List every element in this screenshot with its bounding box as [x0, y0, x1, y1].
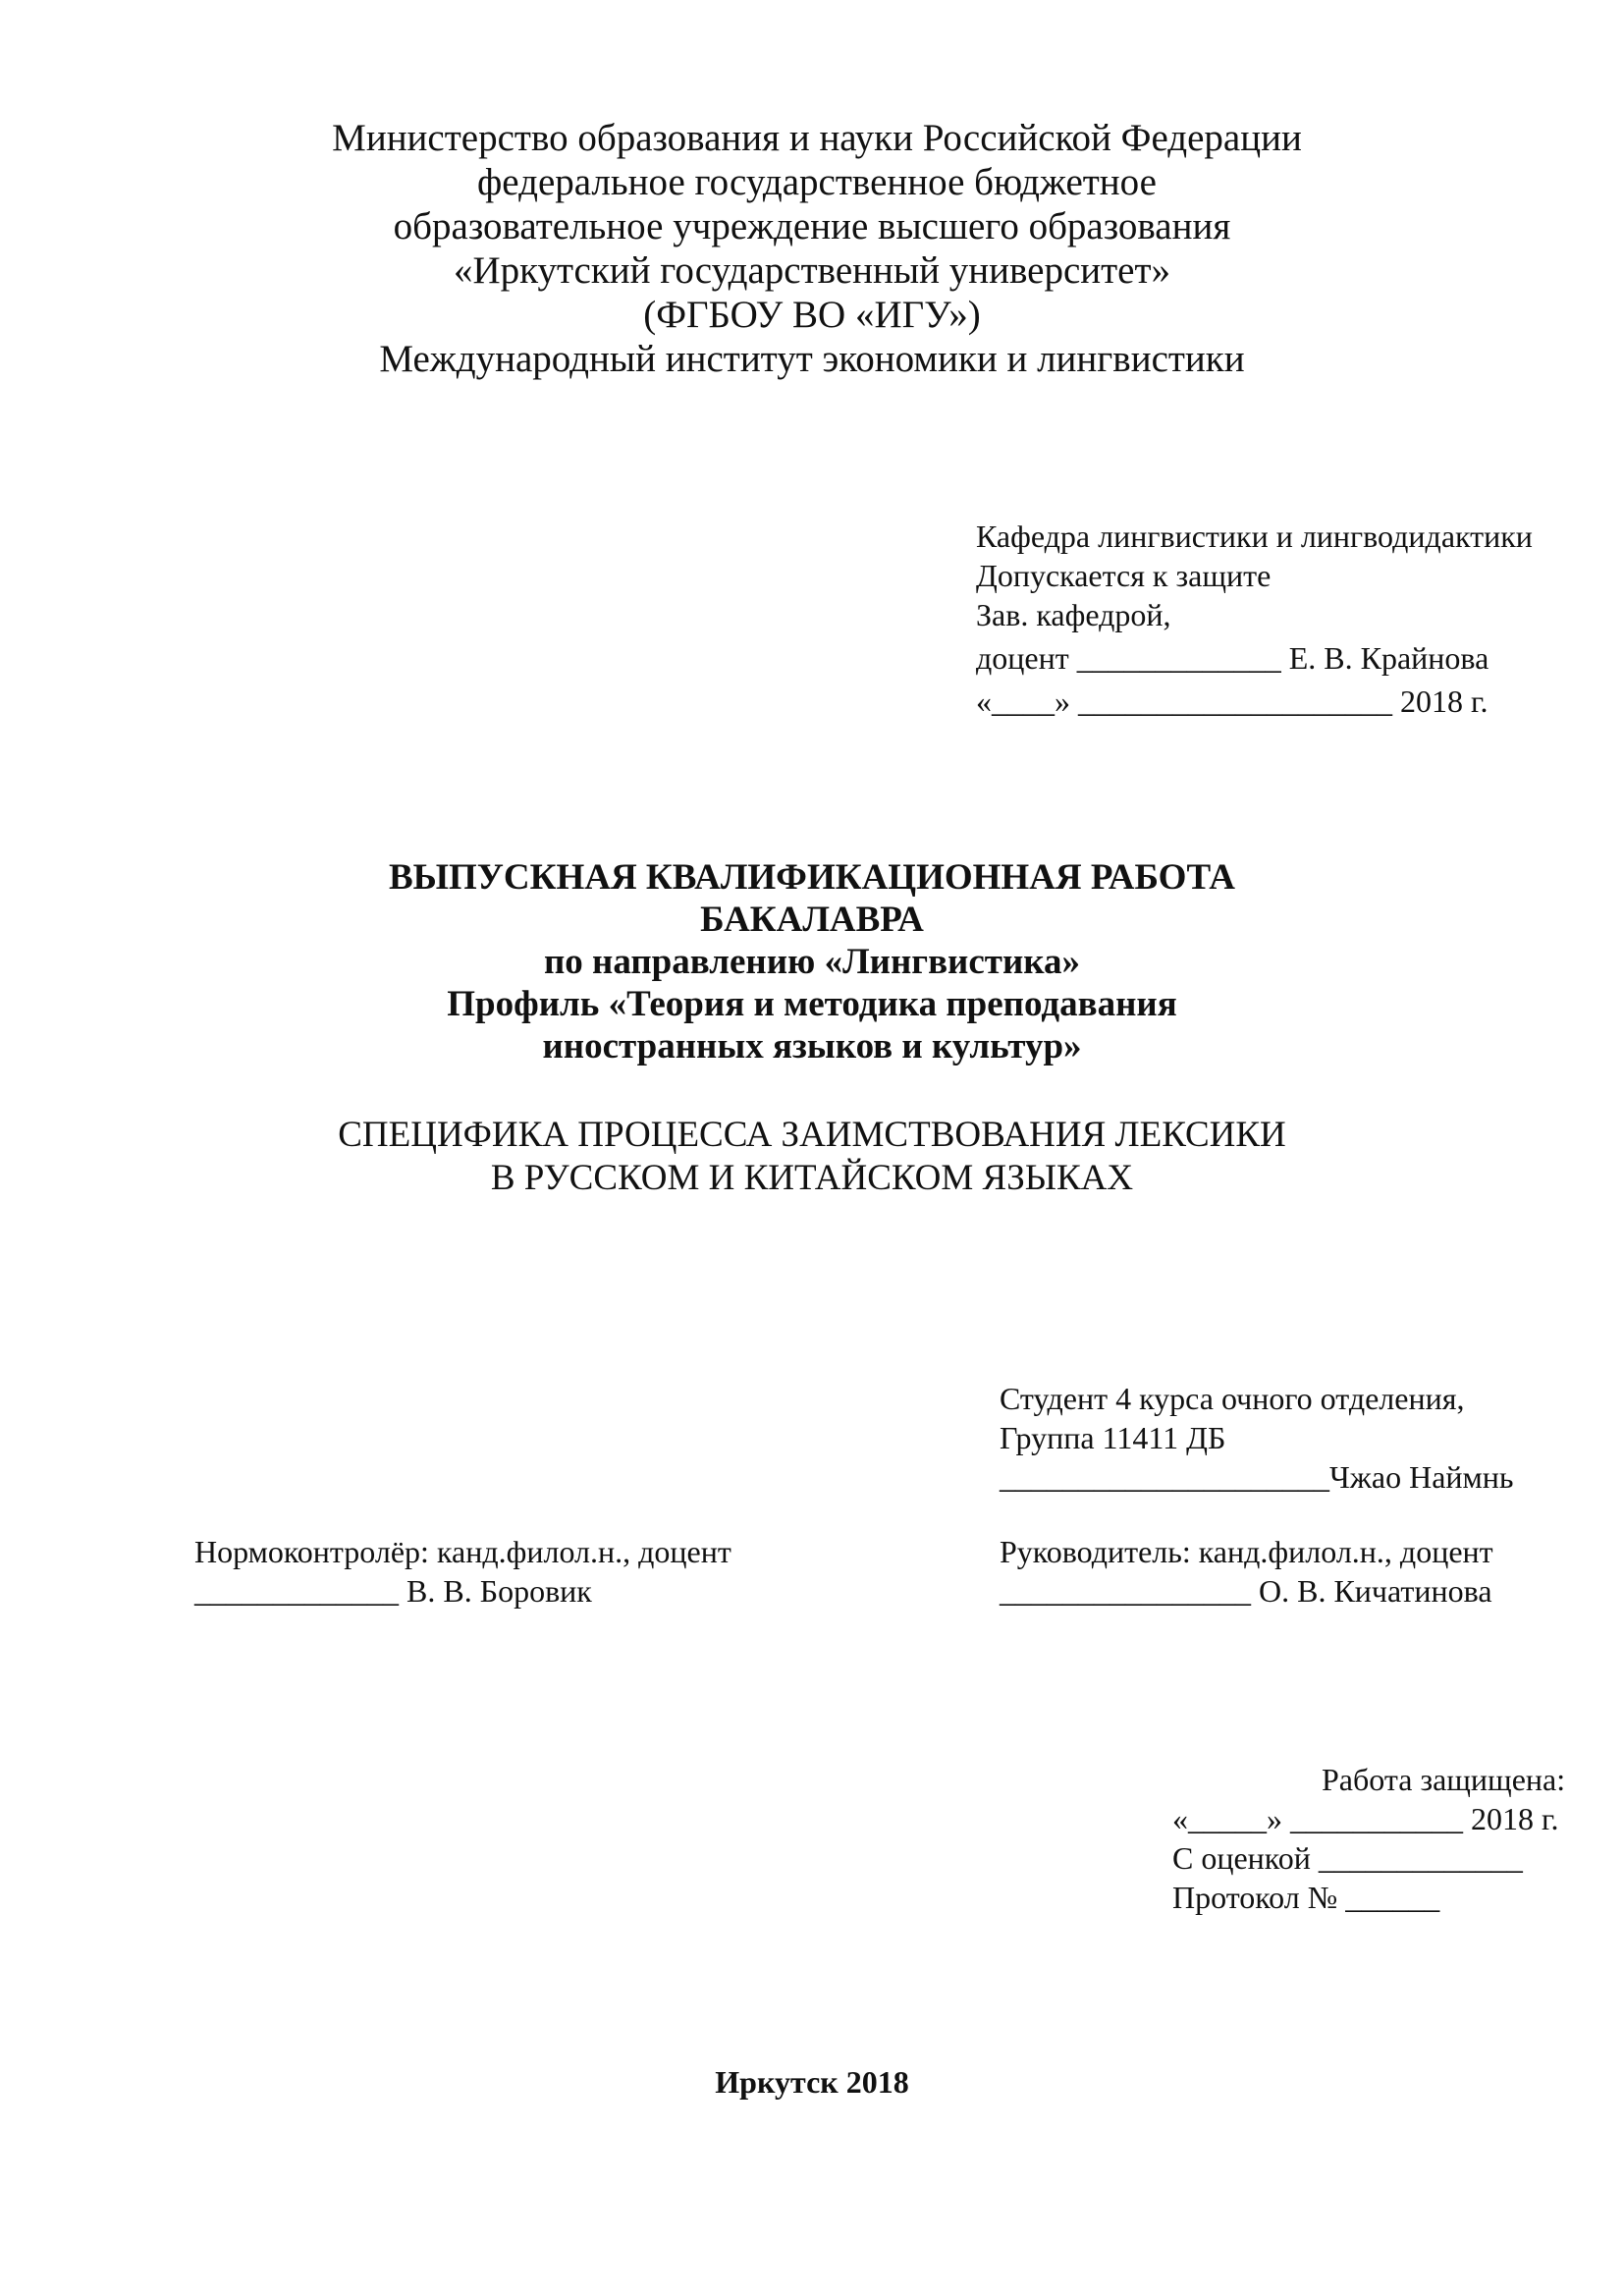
- department-name: Кафедра лингвистики и лингводидактики: [976, 519, 1533, 554]
- profile-line: Профиль «Теория и методика преподавания: [447, 984, 1177, 1024]
- city-year-footer: [0, 2062, 1624, 2102]
- head-of-department-signature: доцент _____________ Е. В. Крайнова: [976, 640, 1489, 676]
- student-course: Студент 4 курса очного отделения,: [1000, 1381, 1465, 1416]
- defended-label: Работа защищена:: [1322, 1762, 1566, 1797]
- defense-date-line: «_____» ___________ 2018 г.: [1172, 1801, 1559, 1836]
- work-type-block: [0, 856, 1624, 1067]
- institution-education-line: образовательное учреждение высшего образования: [393, 205, 1231, 247]
- institute-line: Международный институт экономики и лингвистики: [379, 338, 1245, 380]
- direction-line: по направлению «Лингвистика»: [543, 942, 1081, 982]
- topic-line-1: СПЕЦИФИКА ПРОЦЕССА ЗАИМСТВОВАНИЯ ЛЕКСИКИ: [338, 1115, 1286, 1155]
- topic-line-2: В РУССКОМ И КИТАЙСКОМ ЯЗЫКАХ: [490, 1158, 1134, 1198]
- approval-date-line: «____» ____________________ 2018 г.: [976, 683, 1489, 719]
- supervisor-signature: ________________ О. В. Кичатинова: [1000, 1573, 1492, 1609]
- defense-block: [1172, 1760, 1565, 1917]
- university-abbr-line: (ФГБОУ ВО «ИГУ»): [643, 294, 981, 336]
- admitted-to-defense: Допускается к защите: [976, 558, 1272, 593]
- institution-header: [0, 116, 1624, 381]
- ministry-line: Министерство образования и науки Российской Федерации: [332, 117, 1302, 159]
- work-type-line: ВЫПУСКНАЯ КВАЛИФИКАЦИОННАЯ РАБОТА: [388, 857, 1236, 898]
- city-year: Иркутск 2018: [715, 2064, 909, 2100]
- thesis-topic: [0, 1114, 1624, 1200]
- degree-line: БАКАЛАВРА: [700, 900, 924, 940]
- student-group: Группа 11411 ДБ: [1000, 1420, 1226, 1455]
- normcontrol-signature: _____________ В. В. Боровик: [194, 1573, 592, 1609]
- supervisor-block: [1000, 1532, 1493, 1611]
- normcontrol-block: [194, 1532, 731, 1611]
- student-block: [1000, 1379, 1514, 1497]
- profile-line-continued: иностранных языков и культур»: [542, 1026, 1082, 1066]
- protocol-line: Протокол № ______: [1172, 1880, 1440, 1915]
- supervisor-title: Руководитель: канд.филол.н., доцент: [1000, 1534, 1493, 1569]
- institution-type-line: федеральное государственное бюджетное: [477, 161, 1157, 203]
- student-signature: _____________________Чжао Наймнь: [1000, 1459, 1514, 1495]
- head-of-department-title: Зав. кафедрой,: [976, 597, 1171, 632]
- normcontrol-title: Нормоконтролёр: канд.филол.н., доцент: [194, 1534, 731, 1569]
- university-name-line: «Иркутский государственный университет»: [453, 249, 1171, 292]
- grade-line: С оценкой _____________: [1172, 1840, 1523, 1876]
- approval-block: [976, 517, 1533, 721]
